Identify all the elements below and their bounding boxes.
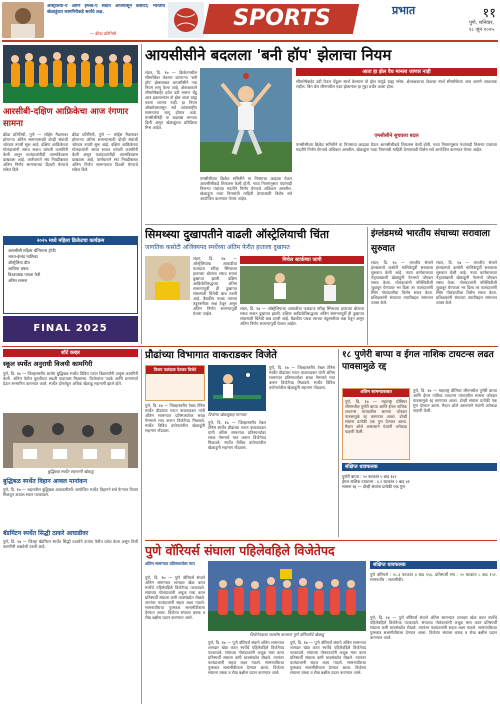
masthead: प्रभात	[392, 4, 416, 17]
wide-story-tag	[240, 256, 364, 304]
zonal-story-body-col3: पुणे, दि. १७ — जिल्हास्तरीय टेबल टेनिस स्पर्धेत प्रौढांच्या गटात वाकराडकर यांनी अंतिम सामन्यात प्रतिस्पर्ध्यावर सरळ गेममध्ये मात करून विजेतेपद मिळवले. स्पर्धेत विविध वयोगटांतील खेळाडूंनी सहभाग नोंदवला.	[269, 365, 335, 390]
chess-photo-caption: बुद्धिबळ स्पर्धेत सहभागी खेळाडू	[47, 469, 94, 474]
list-item: भारत-इंग्लंड मालिका	[8, 254, 38, 259]
chess-sub-headline: बुद्धिबळ स्पर्धेत विहान अव्वल मानांकन	[3, 478, 88, 485]
npl-box	[342, 388, 410, 460]
bottom-story-headline: पुणे वॉरियर्स संघाला पहिलेवहिले विजेतेपद	[145, 543, 335, 558]
right-column-divider	[367, 227, 368, 345]
wide-story-subheadline: जागतिक कसोटी अजिंक्यपद स्पर्धेच्या अंतिम फेरीत हाताला दुखापत	[145, 244, 290, 251]
wide-story-body-col2: लंडन, दि. १७ — ऑस्ट्रेलियाचा आघाडीचा फलंदाज स्टीव्ह स्मिथच्या हाताच्या बोटाला सराव सत्रात दुखापत झाली. दक्षिण आफ्रिकेविरुद्धच्या अंतिम सामन्यापूर्वी ही दुखापत संघासाठी चिंतेची बाब ठरली आहे. वैद्यकीय पथक त्याच्या तंदुरुस्तीवर लक्ष ठेवून असून अंतिम निर्णय सामन्यापूर्वी घेतला जाईल.	[240, 306, 364, 326]
npl-story-body: पुणे, दि. १७ — महाराष्ट्र प्रीमियर लीगमधील पुणेरी बाप्पा आणि ईगल नाशिक टायटन्स यांच्यातील सामना जोरदार पावसामुळे रद्द करण्यात आला. दोन्ही संघांना प्रत्येकी एक गुण देण्यात आला. मैदान ओले असल्याने पंचांनी अनेकदा पाहणी केली.	[413, 388, 497, 413]
zonal-story-photo	[208, 365, 266, 411]
zonal-box-title: विजय फलंदाज पेठकर विजेते	[146, 366, 204, 374]
chess-players-image	[3, 413, 138, 468]
chess-story-photo	[3, 413, 138, 468]
header-promo-byline: — क्रीडा प्रतिनिधी	[90, 31, 117, 36]
final-graphic	[3, 316, 138, 342]
main-story-body: लंडन, दि. १७ — क्रिकेटमधील सीमारेषेवर घेतल्या जाणाऱ्या 'बनी हॉप' झेलाबाबत आयसीसीने नवा नियम लागू केला आहे. क्षेत्ररक्षकाने सीमारेषेबाहेर हवेत उडी मारून चेंडू आत ढकलल्यास तो झेल आता ग्राह्य धरला जाणार नाही. हा नियम ऑक्टोबरपासून सर्व आंतरराष्ट्रीय सामन्यांना लागू होणार आहे. एमसीसीनेही या बदलास मान्यता दिली असून खेळाडूंच्या प्रतिक्रिया मिश्र आहेत.	[145, 70, 197, 130]
npl-box-body: पुणे, दि. १७ — महाराष्ट्र प्रीमियर लीगमधील पुणेरी बाप्पा आणि ईगल नाशिक टायटन्स यांच्यातील सामना जोरदार पावसामुळे रद्द करण्यात आला. दोन्ही संघांना प्रत्येकी एक गुण देण्यात आला. मैदान ओले असल्याने पंचांनी अनेकदा पाहणी केली.	[345, 399, 407, 434]
right-story-body: लंडन, दि. १७ — भारतीय संघाने इंग्लंडमध्ये कसोटी मालिकेपूर्वी सरावाला सुरुवात केली आहे. नव्या कर्णधाराच्या नेतृत्वाखाली खेळाडूंनी नेटमध्ये जोरदार सराव केला. गोलंदाजांनी परिस्थितीशी जुळवून घेण्यावर भर दिला तर फलंदाजांनी स्विंग गोलंदाजीचा विशेष सराव केला. प्रशिक्षकांनी संघाच्या तयारीबद्दल समाधान व्यक्त केले.	[371, 260, 433, 305]
list-item: आशिया चषक	[8, 266, 29, 271]
player-portrait-image	[145, 256, 190, 300]
main-side-box	[296, 68, 497, 130]
bottom-story-body-col3: पुणे, दि. १७ — पुणे वॉरियर्स संघाने अंतिम सामन्यात शानदार खेळ करत स्पर्धेचे पहिलेवहिले विजेतेपद पटकावले. संघाच्या गोलंदाजांनी अचूक मारा करत प्रतिस्पर्धी संघाला कमी धावसंख्येत रोखले. त्यानंतर फलंदाजांनी सहज लक्ष्य गाठले. सामनावीराचा पुरस्कार सलामीवीराला देण्यात आला. विजेत्या संघाला चषक व रोख बक्षीस प्रदान करण्यात आले.	[290, 640, 366, 675]
zonal-story-body: पुणे, दि. १७ — जिल्हास्तरीय टेबल टेनिस स्पर्धेत प्रौढांच्या गटात वाकराडकर यांनी अंतिम सामन्यात प्रतिस्पर्ध्यावर सरळ गेममध्ये मात करून विजेतेपद मिळवले. स्पर्धेत विविध वयोगटांतील खेळाडूंनी सहभाग नोंदवला.	[145, 403, 205, 433]
bottom-story-photo	[208, 561, 366, 631]
left-list-box	[3, 236, 138, 314]
zonal-story-body-col2: पुणे, दि. १७ — जिल्हास्तरीय टेबल टेनिस स्पर्धेत प्रौढांच्या गटात वाकराडकर यांनी अंतिम सामन्यात प्रतिस्पर्ध्यावर सरळ गेममध्ये मात करून विजेतेपद मिळवले. स्पर्धेत विविध वयोगटांतील खेळाडूंनी सहभाग नोंदवला.	[208, 420, 266, 450]
bottom-story-body-col2: पुणे, दि. १७ — पुणे वॉरियर्स संघाने अंतिम सामन्यात शानदार खेळ करत स्पर्धेचे पहिलेवहिले विजेतेपद पटकावले. संघाच्या गोलंदाजांनी अचूक मारा करत प्रतिस्पर्धी संघाला कमी धावसंख्येत रोखले. त्यानंतर फलंदाजांनी सहज लक्ष्य गाठले. सामनावीराचा पुरस्कार सलामीवीराला देण्यात आला. विजेत्या संघाला चषक व रोख बक्षीस प्रदान करण्यात आले.	[208, 640, 284, 675]
left-list	[4, 245, 137, 287]
zonal-photo-caption: विजेत्या खेळाडूंसह मान्यवर	[208, 412, 247, 417]
main-side-title: आता हा झेल वैध मानला जाणार नाही	[296, 68, 497, 76]
score-line: पुणेरी बाप्पा : २० षटकांत ५ बाद १४२	[342, 474, 397, 479]
portrait-image	[2, 2, 44, 38]
bottom-story-body: पुणे, दि. १७ — पुणे वॉरियर्स संघाने अंतिम सामन्यात शानदार खेळ करत स्पर्धेचे पहिलेवहिले विजेतेपद पटकावले. संघाच्या गोलंदाजांनी अचूक मारा करत प्रतिस्पर्धी संघाला कमी धावसंख्येत रोखले. त्यानंतर फलंदाजांनी सहज लक्ष्य गाठले. सामनावीराचा पुरस्कार सलामीवीराला देण्यात आला. विजेत्या संघाला चषक व रोख बक्षीस प्रदान करण्यात आले.	[145, 575, 205, 620]
bottom-rule	[145, 540, 497, 541]
zonal-box	[145, 365, 205, 401]
main-subhead: एमसीसीने सुचवला बदल	[296, 132, 497, 140]
short-cover-label: शॉर्ट कव्हर	[3, 349, 138, 357]
bottom-scorecard-title: संक्षिप्त धावफलक	[370, 561, 497, 569]
left-story-headline: आरसीबी-दक्षिण आफ्रिकेचा आज रंगणार सामना	[3, 107, 129, 129]
left-story-body-col2: क्रीडा प्रतिनिधी, पुणे — लॉर्ड्स मैदानावर होणाऱ्या अंतिम सामन्यासाठी दोन्ही संघांची जोरदार तयारी सुरू आहे. दक्षिण आफ्रिकेच्या गोलंदाजांनी सराव सत्रात चांगली कामगिरी केली असून फलंदाजांनीही आत्मविश्वास दाखवला आहे. कर्णधाराने संघ निवडीबाबत अंतिम निर्णय सामन्याच्या दिवशी घेण्याचे संकेत दिले.	[72, 132, 138, 172]
score-line: सामना रद्द — दोन्ही संघांना प्रत्येकी एक गुण	[342, 484, 406, 489]
left-story-photo	[3, 45, 138, 103]
badminton-body: पुणे, दि. १७ — जिल्हा बॅडमिंटन स्पर्धेत सिद्धी ठाकरेने उपांत्य फेरीत प्रवेश केला असून तिची कामगिरी लक्षवेधी ठरली आहे.	[3, 539, 138, 549]
main-story-headline: आयसीसीने बदलला 'बनी हॉप' झेलाचा नियम	[145, 46, 392, 64]
fielder-catch-image	[200, 68, 292, 172]
bottom-scorecard-extra: पुणे, दि. १७ — पुणे वॉरियर्स संघाने अंतिम सामन्यात शानदार खेळ करत स्पर्धेचे पहिलेवहिले विजेतेपद पटकावले. संघाच्या गोलंदाजांनी अचूक मारा करत प्रतिस्पर्धी संघाला कमी धावसंख्येत रोखले. त्यानंतर फलंदाजांनी सहज लक्ष्य गाठले. सामनावीराचा पुरस्कार सलामीवीराला देण्यात आला. विजेत्या संघाला चषक व रोख बक्षीस प्रदान करण्यात आले.	[370, 615, 497, 640]
column-divider	[141, 44, 142, 344]
fielding-image	[240, 266, 364, 304]
zonal-story-headline: प्रौढांच्या विभागात वाकराडकर विजेते	[145, 350, 277, 361]
left-story-body: क्रीडा प्रतिनिधी, पुणे — लॉर्ड्स मैदानावर होणाऱ्या अंतिम सामन्यासाठी दोन्ही संघांची जोरदार तयारी सुरू आहे. दक्षिण आफ्रिकेच्या गोलंदाजांनी सराव सत्रात चांगली कामगिरी केली असून फलंदाजांनीही आत्मविश्वास दाखवला आहे. कर्णधाराने संघ निवडीबाबत अंतिम निर्णय सामन्याच्या दिवशी घेण्याचे संकेत दिले.	[3, 132, 68, 172]
score-line: ईगल नाशिक टायटन्स : ६.२ षटकांत २ बाद ४१	[342, 479, 410, 484]
npl-story-headline: १८ पुणेरी बाप्पा व ईगल नाशिक टायटन्स लढत पावसामुळे रद्द	[342, 350, 494, 372]
list-item: विश्वचषक पात्रता फेरी	[8, 272, 41, 277]
wide-story-photo	[145, 256, 190, 300]
left-list-title: २०२५ मध्ये महिला क्रिकेटचा कार्यक्रम	[4, 237, 137, 245]
chess-story-headline: स्कूल स्पर्धेत अनुराधी विजयी कामगिरी	[3, 360, 93, 368]
header-city: पुणे, शनिवार,	[469, 20, 494, 26]
sports-graphic-icon	[168, 2, 204, 38]
bottom-scorecard	[370, 561, 497, 705]
npl-scorecard	[342, 463, 497, 537]
npl-box-title: अंतिम सामन्याबाबत	[343, 389, 409, 397]
wide-story-body: लंडन, दि. १७ — ऑस्ट्रेलियाचा आघाडीचा फलंदाज स्टीव्ह स्मिथच्या हाताच्या बोटाला सराव सत्रात दुखापत झाली. दक्षिण आफ्रिकेविरुद्धच्या अंतिम सामन्यापूर्वी ही दुखापत संघासाठी चिंतेची बाब ठरली आहे. वैद्यकीय पथक त्याच्या तंदुरुस्तीवर लक्ष ठेवून असून अंतिम निर्णय सामन्यापूर्वी घेतला जाईल.	[193, 256, 237, 316]
main-story-photo	[200, 68, 292, 172]
list-item: आयसीसी महिला चॅम्पियन्स ट्रॉफी	[8, 248, 56, 253]
sports-label: SPORTS	[233, 6, 331, 31]
bottom-scorecard-body: पुणे वॉरियर्स : १८.३ षटकांत ३ बाद १५६. प्रतिस्पर्धी संघ : २० षटकांत ८ बाद १५२. सामनावीर : सलामीवीर.	[370, 572, 497, 582]
wide-story-headline: सिमथ्स्या दुखापतीने वाढली ऑस्ट्रेलियाची चिंता	[145, 228, 329, 241]
npl-scorecard-title: संक्षिप्त धावफलक	[342, 463, 497, 471]
section-divider	[145, 224, 497, 225]
right-story-headline: इंग्लंडमध्ये भारतीय संघाच्या सरावाला सुरुवात	[371, 229, 490, 254]
team-photo-image	[3, 45, 138, 103]
wide-story-photo-2	[240, 266, 364, 304]
bottom-story-sub: अंतिम सामन्यात प्रतिस्पर्ध्यावर मात	[145, 561, 195, 566]
main-photo-side-text: एमसीसीच्या क्रिकेट समितीने या नियमाचा आढावा घेऊन आयसीसीकडे शिफारस केली होती. नव्या नियमांनुसार पंचांनाही तिसऱ्या पंचांच्या मदतीने निर्णय घेण्याचे अधिकार असतील. खेळाडूंना नव्या नियमांची माहिती देण्यासाठी विशेष सत्रे आयोजित करण्यात येणार आहेत.	[200, 176, 292, 201]
main-side-body: सीमारेषेबाहेर उडी घेऊन चेंडूला स्पर्श केल्यास तो झेल यापुढे ग्राह्य नसेल. क्षेत्ररक्षकाचा शेवटचा स्पर्श सीमारेषेच्या आत असणे आवश्यक राहील. बिग बॅश लीगमधील एका झेलानंतर हा मुद्दा चर्चेत आला होता.	[296, 79, 497, 89]
header-date: १८ जून २०२५	[468, 27, 494, 33]
list-item: ऑस्ट्रेलिया दौरा	[8, 260, 30, 265]
table-tennis-image	[208, 365, 266, 411]
header-promo-photo	[2, 2, 44, 38]
header-rule	[2, 40, 498, 42]
list-item: अंतिम सामना	[8, 278, 28, 283]
chess-story-body: पुणे, दि. १७ — जिल्हास्तरीय शालेय बुद्धिबळ स्पर्धेत विविध गटांत विद्यार्थ्यांनी उत्कृष्ट कामगिरी केली. अंतिम फेरीत चुरशीच्या लढती पाहायला मिळाल्या. विजेत्यांना पदके आणि प्रमाणपत्रे देऊन सन्मानित करण्यात आले. स्पर्धेत दोनशेहून अधिक खेळाडू सहभागी झाले होते.	[3, 371, 138, 386]
bottom-photo-caption: विजेतेपदाचा जल्लोष करताना पुणे वॉरियर्सचे खेळाडू	[249, 632, 325, 637]
lower-column-divider	[141, 349, 142, 704]
badminton-headline: बॅडमिंटन स्पर्धेत सिद्धी ठाकरे आघाडीवर	[3, 530, 89, 537]
final-label: FINAL 2025	[33, 323, 108, 334]
team-celebration-image	[208, 561, 366, 631]
chess-sub-body: पुणे, दि. १७ — शहरातील बुद्धिबळ अकादमीतर्फे आयोजित स्पर्धेत विहानने सर्व फेऱ्यांत विजय मिळवून अव्वल स्थान पटकावले.	[3, 487, 138, 497]
right-story-body-col2: लंडन, दि. १७ — भारतीय संघाने इंग्लंडमध्ये कसोटी मालिकेपूर्वी सरावाला सुरुवात केली आहे. नव्या कर्णधाराच्या नेतृत्वाखाली खेळाडूंनी नेटमध्ये जोरदार सराव केला. गोलंदाजांनी परिस्थितीशी जुळवून घेण्यावर भर दिला तर फलंदाजांनी स्विंग गोलंदाजीचा विशेष सराव केला. प्रशिक्षकांनी संघाच्या तयारीबद्दल समाधान व्यक्त केले.	[436, 260, 497, 305]
header-promo-text: ऑस्ट्रेलिया-ए आणि इंग्लंड-ए संघांत आजपासून कसोटी; भारतीय खेळाडूंच्या कामगिरीकडे सर्वांचे लक्ष.	[47, 4, 165, 15]
page-number: ११	[482, 6, 496, 21]
wide-story-tag-title: मिचेल स्टार्कच्या जागी	[240, 256, 364, 264]
npl-column-divider	[338, 349, 339, 537]
header-ball-graphic	[168, 2, 204, 38]
main-sub-body: एमसीसीच्या क्रिकेट समितीने या नियमाचा आढावा घेऊन आयसीसीकडे शिफारस केली होती. नव्या नियमांनुसार पंचांनाही तिसऱ्या पंचांच्या मदतीने निर्णय घेण्याचे अधिकार असतील. खेळाडूंना नव्या नियमांची माहिती देण्यासाठी विशेष सत्रे आयोजित करण्यात येणार आहेत.	[296, 142, 497, 152]
mid-rule	[2, 346, 498, 347]
